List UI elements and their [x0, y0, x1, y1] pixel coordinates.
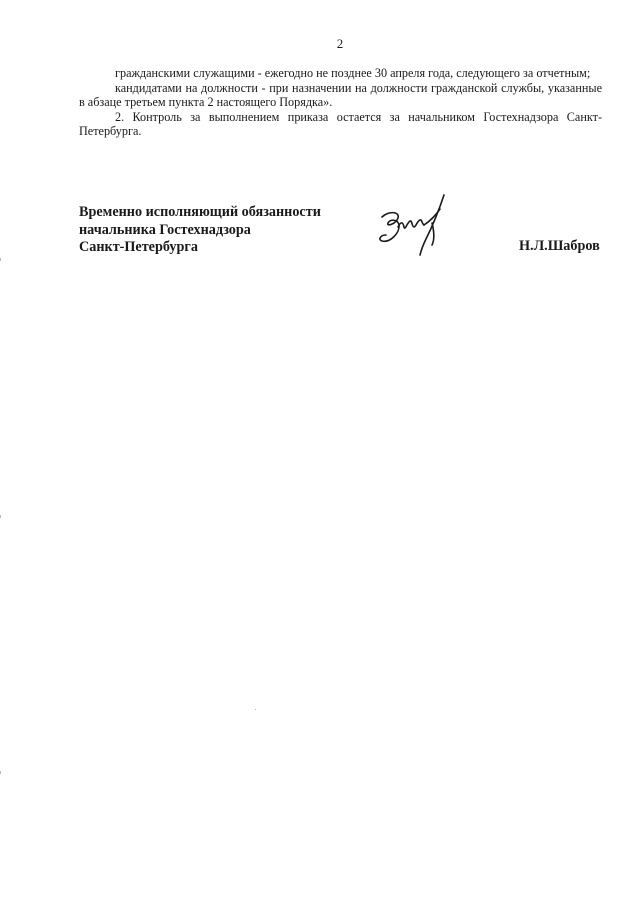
handwritten-signature-icon [374, 191, 464, 261]
scan-speck [0, 771, 1, 774]
paragraph-candidates: кандидатами на должности - при назначении на должности гражданской службы, указанные в абзаце третьем пункта 2 настоящего Порядка». [79, 80, 602, 110]
signature-block [79, 204, 609, 264]
signatory-name: Н.Л.Шабров [519, 238, 600, 254]
signatory-title-line: начальника Гостехнадзора [79, 221, 251, 238]
page-number: 2 [336, 36, 344, 51]
scan-speck [0, 515, 1, 518]
signatory-title [79, 204, 321, 257]
signatory-title-line: Временно исполняющий обязанности [79, 204, 321, 220]
paragraph-civil-servants: гражданскими служащими - ежегодно не позднее 30 апреля года, следующего за отчетным; [115, 66, 591, 80]
signatory-title-line: Санкт-Петербурга [79, 239, 198, 255]
paragraph-control: 2. Контроль за выполнением приказа остается за начальником Гостехнадзора Санкт-Петербурга. [79, 109, 602, 139]
scan-speck [255, 709, 256, 710]
body-text [79, 66, 602, 139]
scan-speck [0, 258, 1, 261]
